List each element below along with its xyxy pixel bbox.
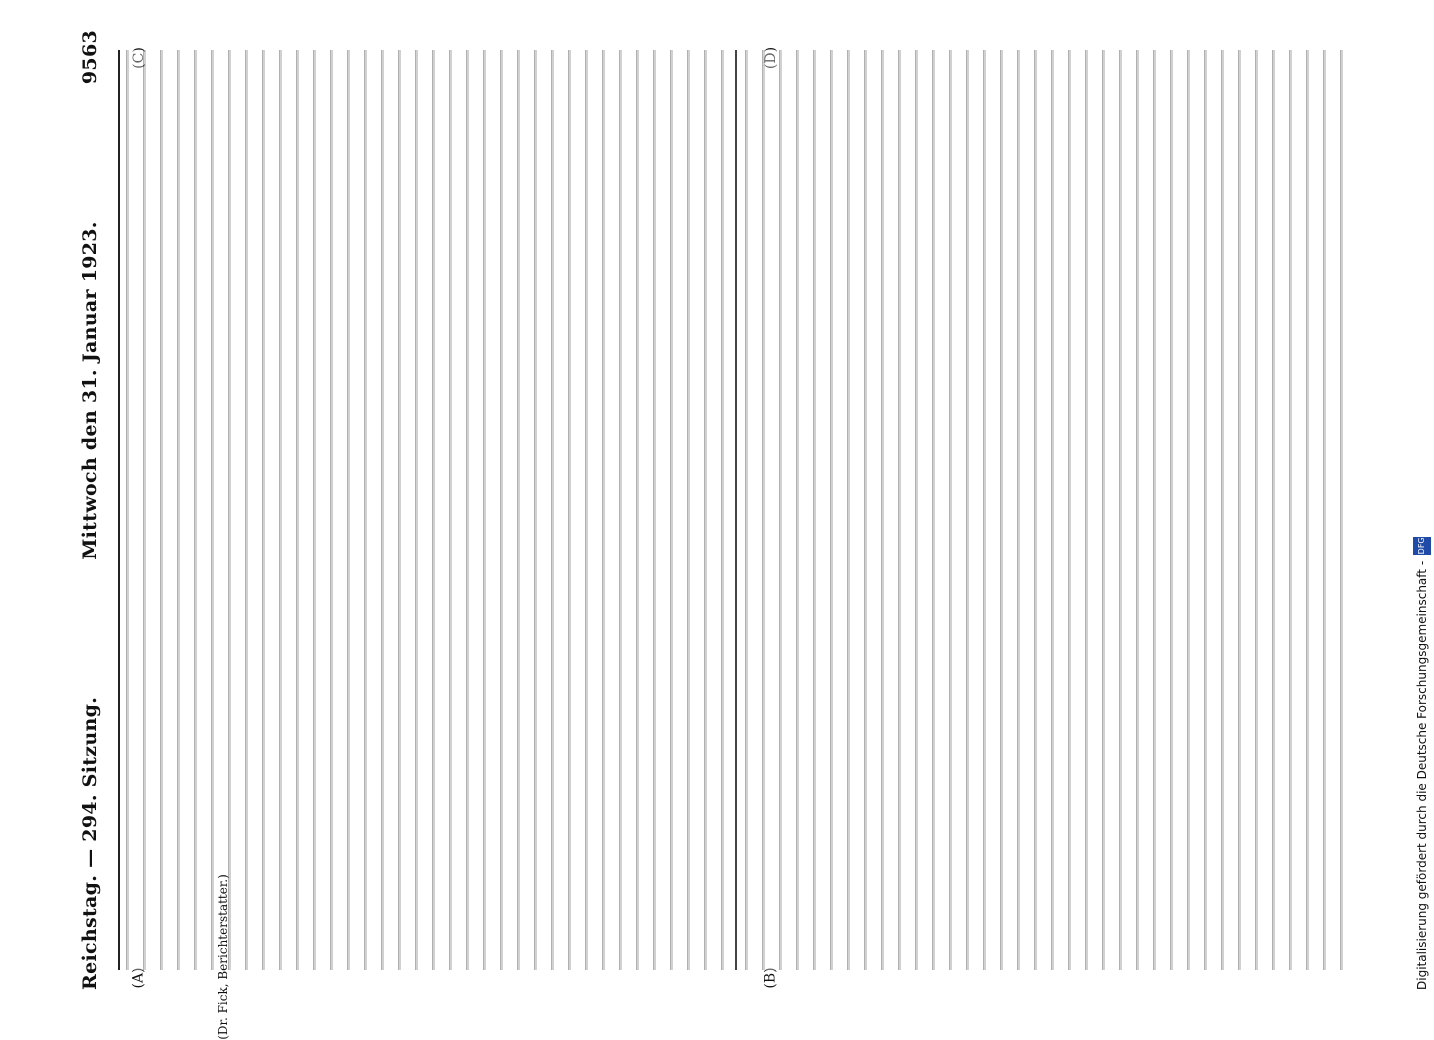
right-column [745,50,1345,970]
speaker-tag: (Dr. Fick, Berichterstatter.) [215,874,230,1040]
margin-letter-c: (C) [130,47,147,69]
margin-letter-b: (B) [762,967,779,989]
document-page [40,30,1410,1040]
side-note [1410,10,1434,990]
left-column [126,50,726,970]
column-divider [735,50,737,970]
dfg-logo: DFG [1413,537,1431,555]
page-number: 9563 [79,30,101,85]
right-column-text-block [745,50,1345,970]
header-center: Mittwoch den 31. Januar 1923. [79,221,101,560]
header-rule [118,50,120,970]
left-column-text-block [126,50,726,970]
side-note-text: Digitalisierung gefördert durch die Deutsche Forschungsgemeinschaft - [1415,560,1429,990]
margin-letter-d: (D) [763,46,780,70]
page-header [60,30,120,990]
header-left: Reichstag. — 294. Sitzung. [79,696,101,990]
margin-letter-a: (A) [130,967,147,989]
